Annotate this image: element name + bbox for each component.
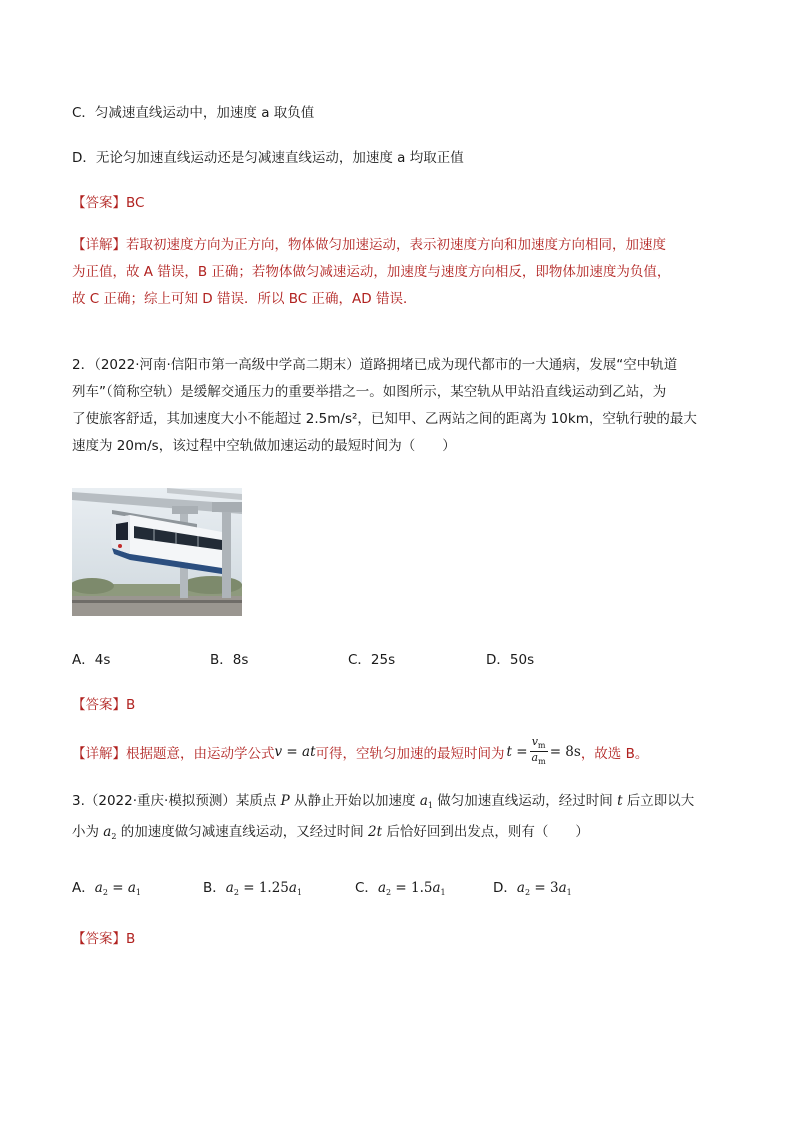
q3-stem-text: 后立即以大 [622, 793, 695, 809]
q2-stem-line-3: 了使旅客舒适，其加速度大小不能超过 2.5m/s²，已知甲、乙两站之间的距离为 10km，空轨行驶的最大 [72, 411, 697, 427]
q1-option-c: C．匀减速直线运动中，加速度 a 取负值 [72, 105, 315, 121]
q3-stem-text: 的加速度做匀减速直线运动，又经过时间 [116, 824, 369, 840]
q2-detail-prefix: 【详解】根据题意，由运动学公式 [72, 745, 275, 762]
q3-stem-text: 3.（2022·重庆·模拟预测）某质点 [72, 793, 281, 809]
q2-option-a: A．4s [72, 652, 111, 668]
q1-detail [72, 232, 724, 313]
q3-stem-line-1 [72, 788, 724, 819]
q3-var-t: t [617, 793, 623, 809]
monorail-photo [72, 488, 242, 616]
q2-formula-v-at: v = at [274, 743, 316, 760]
monorail-illustration [72, 488, 242, 616]
q1-detail-line-2: 为正值，故 A 错误，B 正确；若物体做匀减速运动，加速度与速度方向相反，即物体加速度为负值， [72, 264, 671, 280]
q3-answer: 【答案】B [72, 931, 136, 947]
q2-frac-den-sub: m [538, 757, 546, 766]
q3-option-b: B．$a_2 = 1.25a_1$ [203, 880, 303, 897]
q2-stem-line-1: 2．（2022·河南·信阳市第一高级中学高二期末）道路拥堵已成为现代都市的一大通病，发展“空中轨道 [72, 357, 678, 373]
q2-detail [72, 736, 648, 767]
q3-var-p: P [280, 793, 290, 809]
q2-option-b: B．8s [210, 652, 249, 668]
q3-stem [72, 788, 724, 850]
q3-stem-text: 小为 [72, 824, 104, 840]
q2-frac-num-sub: m [537, 741, 546, 750]
q1-detail-line-1: 【详解】若取初速度方向为正方向，物体做匀加速运动，表示初速度方向和加速度方向相同，加速度 [72, 237, 666, 253]
q2-option-c: C．25s [348, 652, 396, 668]
q2-detail-mid: 可得，空轨匀加速的最短时间为 [315, 745, 505, 762]
q2-answer: 【答案】B [72, 697, 136, 713]
q3-stem-text: 做匀加速直线运动，经过时间 [432, 793, 618, 809]
q3-var-a2: $a_2$ [103, 824, 117, 841]
q2-detail-suffix: ，故选 B。 [580, 745, 649, 762]
q3-stem-text: 后恰好回到出发点，则有（ ） [382, 824, 589, 840]
q3-var-a1: $a_1$ [419, 793, 433, 810]
q3-option-a: A．$a_2 = a_1$ [72, 880, 141, 897]
q2-formula-result: = 8s [549, 743, 581, 760]
q2-formula-t: t = [506, 743, 528, 760]
q3-option-c: C．$a_2 = 1.5a_1$ [355, 880, 446, 897]
q2-option-d: D．50s [486, 652, 535, 668]
q3-stem-text: 从静止开始以加速度 [289, 793, 420, 809]
q2-frac-num: v [531, 735, 538, 748]
q3-stem-line-2 [72, 819, 724, 850]
q1-answer: 【答案】BC [72, 195, 145, 211]
q2-frac-den: a [531, 751, 539, 764]
q1-option-d: D．无论匀加速直线运动还是匀减速直线运动，加速度 a 均取正值 [72, 150, 464, 166]
q2-stem-line-4: 速度为 20m/s，该过程中空轨做加速运动的最短时间为（ ） [72, 438, 456, 454]
q1-detail-line-3: 故 C 正确；综上可知 D 错误．所以 BC 正确，AD 错误． [72, 291, 417, 307]
q3-var-2t: 2t [368, 824, 383, 840]
q2-stem [72, 352, 724, 460]
q2-stem-line-2: 列车”（简称空轨）是缓解交通压力的重要举措之一。如图所示，某空轨从甲站沿直线运动到乙站，为 [72, 384, 667, 400]
q2-formula-fraction [530, 736, 548, 767]
q3-option-d: D．$a_2 = 3a_1$ [493, 880, 572, 897]
